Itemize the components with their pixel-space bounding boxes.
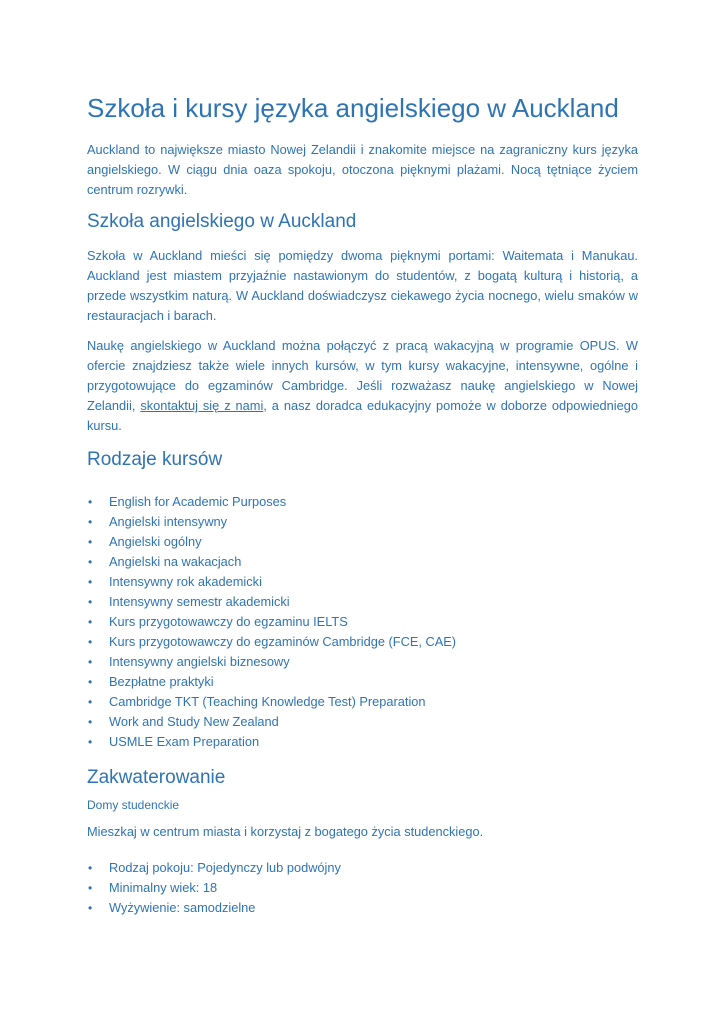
list-item: • Rodzaj pokoju: Pojedynczy lub podwójny [87, 858, 638, 878]
accommodation-heading: Zakwaterowanie [87, 767, 226, 788]
school-paragraph-2-end: , a nasz doradca edukacyjny pomoże w doborze odpowiedniego kursu. [87, 398, 638, 433]
intro-paragraph: Auckland to największe miasto Nowej Zelandii i znakomite miejsce na zagraniczny kurs języka angielskiego. W ciągu dnia oaza spokoju, otoczona pięknymi plażami. Nocą tętniące życiem centrum rozrywki. [87, 142, 638, 197]
school-heading: Szkoła angielskiego w Auckland [87, 211, 357, 232]
school-paragraph-2 [87, 336, 638, 436]
list-item: • Bezpłatne praktyki [87, 672, 638, 692]
school-paragraph-1: Szkoła w Auckland mieści się pomiędzy dwoma pięknymi portami: Waitemata i Manukau. Auckland jest miastem przyjaźnie nastawionym do studentów, z bogatą kulturą i historią, a przede wszystkim naturą. W Auckland doświadczysz ciekawego życia nocnego, wielu smaków w restauracjach i barach. [87, 248, 638, 323]
list-item: • Minimalny wiek: 18 [87, 878, 638, 898]
list-item: • Kurs przygotowawczy do egzaminów Cambridge (FCE, CAE) [87, 632, 638, 652]
contact-link[interactable]: skontaktuj się z nami [140, 398, 264, 413]
list-item: • Kurs przygotowawczy do egzaminu IELTS [87, 612, 638, 632]
list-item: • Wyżywienie: samodzielne [87, 898, 638, 918]
list-item: • Intensywny semestr akademicki [87, 592, 638, 612]
accommodation-details-list [87, 858, 638, 918]
page-title: Szkoła i kursy języka angielskiego w Auckland [87, 93, 619, 123]
list-item: • USMLE Exam Preparation [87, 732, 638, 752]
document-page [87, 92, 638, 918]
list-item: • Intensywny angielski biznesowy [87, 652, 638, 672]
list-item: • Intensywny rok akademicki [87, 572, 638, 592]
accommodation-description: Mieszkaj w centrum miasta i korzystaj z bogatego życia studenckiego. [87, 824, 484, 839]
accommodation-subheading: Domy studenckie [87, 798, 180, 812]
list-item: • Angielski ogólny [87, 532, 638, 552]
list-item: • Angielski na wakacjach [87, 552, 638, 572]
list-item: • Work and Study New Zealand [87, 712, 638, 732]
list-item: • Cambridge TKT (Teaching Knowledge Test) Preparation [87, 692, 638, 712]
list-item: • Angielski intensywny [87, 512, 638, 532]
school-paragraph-2-start: Naukę angielskiego w Auckland można połączyć z pracą wakacyjną w programie OPUS. W ofercie znajdziesz także wiele innych kursów, w tym kursy wakacyjne, intensywne, ogólne i przygotowujące do egzaminów Cambridge. Jeśli rozważasz naukę angielskiego w Nowej Zelandii, [87, 338, 638, 413]
list-item: • English for Academic Purposes [87, 492, 638, 512]
courses-list [87, 492, 638, 752]
courses-heading: Rodzaje kursów [87, 449, 223, 470]
